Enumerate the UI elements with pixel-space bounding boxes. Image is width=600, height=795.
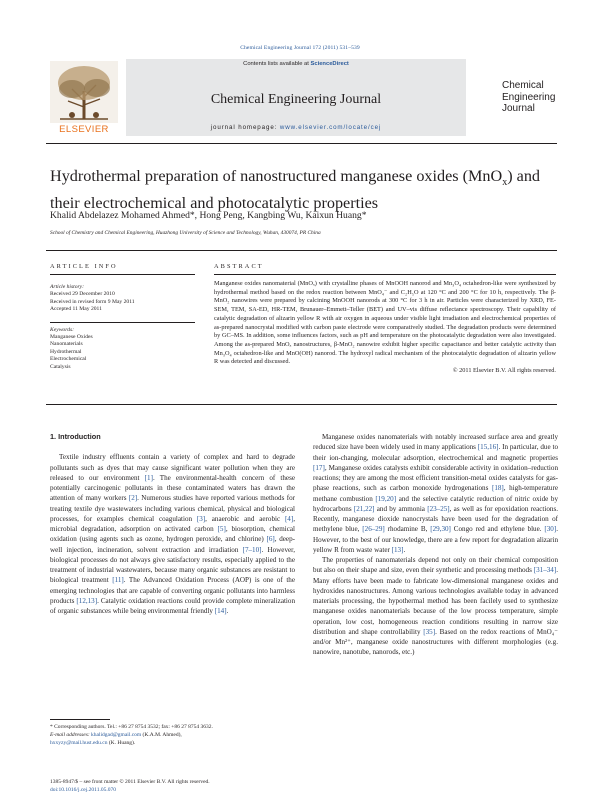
journal-homepage: [126, 124, 466, 131]
abstract-divider: [214, 274, 556, 275]
intro-right-column: [313, 432, 558, 658]
cover-line: Journal: [502, 103, 535, 114]
info-divider: [50, 274, 195, 275]
info-separator: [50, 314, 195, 323]
citation-link[interactable]: [35]: [423, 627, 436, 636]
citation-link[interactable]: [26–29]: [362, 525, 385, 534]
section-heading: 1. Introduction: [50, 432, 101, 441]
corresponding-author-note: * Corresponding authors. Tel.: +86 27 8754 3532; fax: +86 27 8754 3632.: [50, 724, 213, 730]
keyword: Hydrothermal: [50, 348, 82, 355]
history-label: Article history:: [50, 284, 85, 290]
title-subscript: x: [502, 177, 508, 189]
citation-link[interactable]: [13]: [391, 545, 404, 554]
email-label: E-mail addresses:: [50, 731, 90, 738]
header-divider: [46, 143, 557, 144]
publisher-name: ELSEVIER: [59, 124, 109, 135]
citation-link[interactable]: [4]: [284, 514, 294, 523]
email-owner: (K.A.M. Ahmed),: [141, 731, 182, 738]
sciencedirect-link[interactable]: ScienceDirect: [310, 61, 349, 67]
email-line: [50, 740, 310, 748]
copyright-notice: © 2011 Elsevier B.V. All rights reserved.: [452, 367, 556, 375]
cover-line: Chemical: [502, 80, 544, 91]
affiliation: School of Chemistry and Chemical Engineering, Huazhong University of Science and Technology, Wuhan, 430074, PR China: [50, 230, 321, 236]
citation-link[interactable]: [1]: [144, 473, 153, 482]
homepage-link[interactable]: www.elsevier.com/locate/cej: [279, 124, 382, 131]
cover-line: Engineering: [502, 91, 556, 103]
citation-link[interactable]: [23–25]: [427, 504, 450, 513]
contents-line: [126, 61, 466, 67]
body-divider: [46, 404, 557, 405]
citation-link[interactable]: [2]: [128, 494, 138, 503]
issn-block: [50, 779, 310, 794]
title-divider: [46, 250, 557, 251]
citation-link[interactable]: [7–10]: [242, 545, 262, 554]
citation-link[interactable]: [21,22]: [353, 504, 375, 513]
history-item: Received 29 December 2010: [50, 291, 115, 298]
journal-citation[interactable]: Chemical Engineering Journal 172 (2011) 531–539: [240, 45, 360, 51]
abstract-text: Manganese oxides nanomaterial (MnOₓ) with crystalline phases of MnOOH nanorod and Mn₃O₄ octahedron-like were synthesized by hydrothermal method based on the redox reaction between MnO₄⁻ and C₂H₅O at 120 °C and 200 °C for 10 h, respectively. The β-MnO₂ nanowires were prepared by calcining MnOOH nanorods at 300 °C for 3 h in air. Particles were characterized by XRD, FE-SEM, TEM, SA-ED, HR-TEM, Brunauer–Emmett–Teller (BET) and UV–vis diffuse reflectance spectroscopy. Their capability of catalytic degradation of alizarin yellow R with air oxygen in aqueous under visible light irradiation and electrochemical properties of as-prepared nanocrystal modified with carbon paste electrode were comparatively studied. The degradation products were determined by GC–MS. In addition, some influences factors, such as pH and temperature on the photocatalytic degradation were also investigated. Among the as-prepared MnOₓ nanostructures, β-MnO₂ nanowire exhibit higher specific capacitance and better catalytic activity than Mn₃O₄ octahedron-like and MnO(OH) nanorod. The hydroxyl radical mechanism of the photocatalytic degradation of alizarin yellow R was detected and discussed.: [214, 280, 556, 366]
title-part: their electrochemical and photocatalytic properties: [50, 194, 379, 213]
article-info: [50, 284, 195, 371]
email-line: [50, 732, 310, 740]
footnotes: [50, 724, 310, 747]
paragraph: The properties of nanomaterials depend not only on their chemical composition but also on their shape and size, even their synthetic and processing methods [31–34]. Many efforts have been made to fabricate low-dimensional manganese oxides and hydroxides nanostructures. Among various technologies available today in advanced materials processing, the hypothermal method has been facilely used to synthesize manganese oxides nanomaterials because of the low process temperature, simple operation, low cost, homogeneous reaction conditions resulting in narrow size distribution and shape controllability [35]. Based on the redox reactions of MnO₄⁻ and/or Mn²⁺, manganese oxide nanostructures with different morphologies (e.g. nanowire, nanotube, nanorods, etc.): [313, 556, 558, 657]
citation-link[interactable]: [29,30]: [430, 525, 451, 534]
citation-link[interactable]: [3]: [196, 514, 206, 523]
citation-link[interactable]: [12,13]: [76, 596, 98, 605]
title-part: ) and: [507, 167, 541, 185]
title-part: Hydrothermal preparation of nanostructured manganese oxides (MnO: [50, 167, 503, 185]
citation-link[interactable]: [31–34]: [533, 566, 557, 575]
author-list: Khalid Abdelazez Mohamed Ahmed*, Hong Peng, Kangbing Wu, Kaixun Huang*: [50, 210, 367, 221]
citation-link[interactable]: [30]: [544, 525, 557, 534]
homepage-prefix: journal homepage:: [210, 124, 278, 131]
citation-link[interactable]: [14]: [214, 607, 227, 615]
citation-link[interactable]: [15,16]: [477, 443, 499, 452]
citation-link[interactable]: [5]: [217, 525, 226, 533]
abstract-body: [214, 280, 556, 376]
intro-left-column: [50, 432, 295, 616]
journal-title: Chemical Engineering Journal: [210, 92, 382, 107]
abstract-heading: ABSTRACT: [214, 263, 264, 270]
article-info-heading: ARTICLE INFO: [50, 263, 118, 270]
history-item: Received in revised form 9 May 2011: [50, 298, 135, 305]
citation-link[interactable]: [17]: [313, 463, 325, 472]
email-owner: (K. Huang).: [107, 739, 136, 746]
citation-link[interactable]: [6]: [266, 535, 275, 544]
journal-cover-title: [502, 80, 572, 115]
citation-link[interactable]: [11]: [112, 576, 124, 585]
article-title: [50, 166, 570, 213]
paragraph: Textile industry effluents contain a variety of complex and hard to degrade pollutants such as dyes that may cause significant water pollution when they are released to our environment [1]. The environmental-health concern of these potentially carcinogenic pollutants in these contaminated waters has drawn the attention of many workers [2]. Numerous studies have reported various methods for treating textile dye wastewaters including various chemical, physical and biological processes, for examples chemical coagulation [3], anaerobic and aerobic [4], microbial degradation, adsorption on activated carbon [5], biosorption, chemical oxidation (using agents such as ozone, hydrogen peroxide, and chlorine) [6], deep-well injection, incineration, solvent extraction and irradiation [7–10]. However, biological processes do not always give satisfactory results, especially applied to the treatment of industrial wastewaters, because many organic substances are resistant to biological treatment [11]. The Advanced Oxidation Process (AOP) is one of the emerging technologies that are capable of converting organic pollutants into harmless products [12,13]. Catalytic oxidation reactions could provide complete mineralization of organic substances while being environmental friendly [14].: [50, 453, 295, 615]
email-link[interactable]: khalidgad@gmail.com: [91, 731, 142, 738]
keyword: Manganese Oxides: [50, 334, 93, 341]
citation-link[interactable]: [18]: [491, 484, 504, 493]
issn-line: 1385-8947/$ – see front matter © 2011 Elsevier B.V. All rights reserved.: [50, 779, 210, 785]
keyword: Catalysis: [50, 363, 71, 370]
doi-link[interactable]: doi:10.1016/j.cej.2011.05.070: [50, 786, 116, 793]
footnote-divider: [50, 719, 110, 720]
keywords-label: Keywords:: [50, 326, 75, 333]
citation-link[interactable]: [19,20]: [375, 494, 397, 503]
email-link[interactable]: hxxyzy@mail.hust.edu.cn: [50, 739, 108, 746]
contents-prefix: Contents lists available at: [243, 61, 309, 67]
keyword: Nanomaterials: [50, 341, 83, 348]
keyword: Electrochemical: [50, 356, 87, 363]
paragraph: Manganese oxides nanomaterials with notably increased surface area and greatly reduced size have been widely used in many applications [15,16]. In particular, due to their ion-changing, molecular adsorption, electrochemical and magnetic properties [17], Manganese oxides catalysts exhibit considerable activity in oxidation–reduction reactions; they are among the most efficient transition-metal oxides catalysts for gas-phase reactions, such as carbon monoxide hydrogenations [18], high-temperature methane combustion [19,20] and the selective catalytic reduction of nitric oxide by hydrocarbons [21,22] and by ammonia [23–25], as well as for epoxidation reactions. Recently, manganese dioxide nanocrystals have been used for the degradation of methylene blue, [26–29] rhodamine B, [29,30] Congo red and ethylene blue. [30]. However, to the best of our knowledge, there are a few report for degradation alizarin yellow R from waste water [13].: [313, 433, 559, 554]
history-item: Accepted 11 May 2011: [50, 306, 102, 313]
